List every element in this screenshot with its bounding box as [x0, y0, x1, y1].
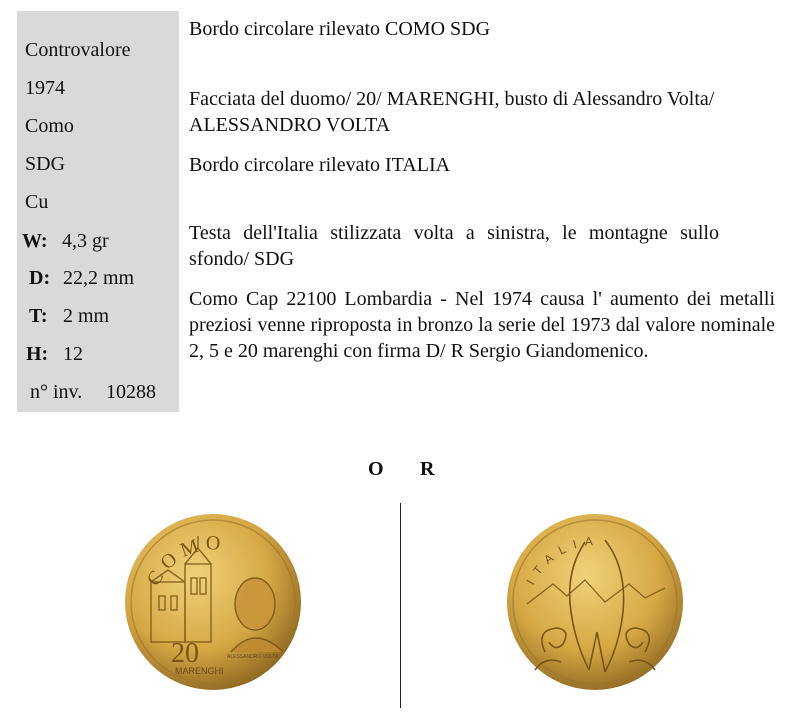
diameter-row	[29, 267, 134, 289]
obverse-field-description: Facciata del duomo/ 20/ MARENGHI, busto di Alessandro Volta/ ALESSANDRO VOLTA	[189, 88, 715, 136]
obverse-value: 20	[171, 638, 199, 669]
weight-label: W:	[22, 230, 48, 252]
coin-divider	[400, 503, 401, 708]
coin-metal: Cu	[25, 191, 49, 213]
diameter-label: D:	[29, 267, 51, 289]
orientation-value: 12	[63, 343, 83, 365]
obverse-portrait-legend: ALESSANDRO VOLTA	[227, 654, 279, 660]
orientation-label: H:	[26, 343, 49, 365]
reverse-legend: ITALIA	[523, 533, 602, 588]
coin-type: Controvalore	[25, 39, 131, 61]
coin-info-panel	[17, 11, 179, 412]
reverse-coin-image	[505, 512, 685, 692]
obverse-edge-description: Bordo circolare rilevato COMO SDG	[189, 18, 491, 40]
coin-city: Como	[25, 115, 74, 137]
weight-value: 4,3 gr	[62, 230, 109, 252]
diameter-value: 22,2 mm	[63, 267, 135, 289]
obverse-denomination: MARENGHI	[175, 666, 224, 676]
weight-row	[22, 230, 109, 252]
inventory-row	[30, 381, 156, 403]
inventory-value: 10288	[106, 381, 156, 403]
coin-issuer: SDG	[25, 153, 66, 175]
reverse-edge-description: Bordo circolare rilevato ITALIA	[189, 154, 451, 176]
thickness-value: 2 mm	[63, 305, 110, 327]
obverse-legend: COMO	[142, 532, 227, 590]
coin-year: 1974	[25, 77, 65, 99]
reverse-field-description: Testa dell'Italia stilizzata volta a sinistra, le montagne sullo sfondo/ SDG	[189, 222, 719, 270]
orientation-row	[26, 343, 83, 365]
thickness-label: T:	[29, 305, 48, 327]
thickness-row	[29, 305, 109, 327]
obverse-coin-image	[123, 512, 303, 692]
inventory-label: n° inv.	[30, 381, 83, 403]
reverse-label: R	[420, 458, 435, 480]
obverse-label: O	[368, 458, 384, 480]
notes-description: Como Cap 22100 Lombardia - Nel 1974 causa l' aumento dei metalli preziosi venne riproposta in bronzo la serie del 1973 dal valore nominale 2, 5 e 20 marenghi con firma D/ R Sergio Giandomenico.	[189, 288, 775, 362]
